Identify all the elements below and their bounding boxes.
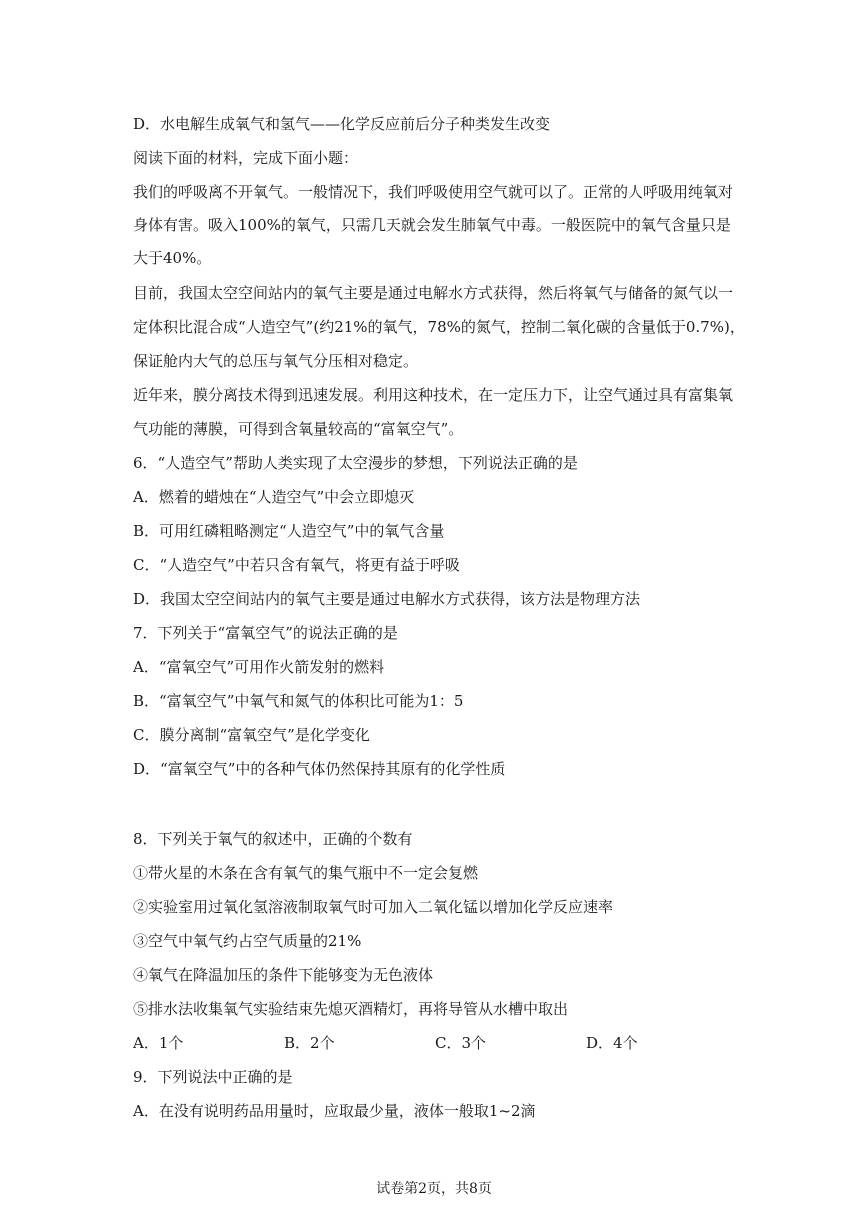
reading-instruction: 阅读下面的材料，完成下面小题： <box>133 149 359 167</box>
q9-stem: 9．下列说法中正确的是 <box>133 1068 293 1086</box>
q8-option-d: D．4个 <box>586 1034 638 1052</box>
q5-option-d: D．水电解生成氧气和氢气——化学反应前后分子种类发生改变 <box>133 115 551 133</box>
q9-option-a: A．在没有说明药品用量时，应取最少量，液体一般取1~2滴 <box>133 1102 536 1120</box>
q6-option-a: A．燃着的蜡烛在“人造空气”中会立即熄灭 <box>133 488 415 506</box>
q6-option-b: B．可用红磷粗略测定“人造空气”中的氧气含量 <box>133 522 445 540</box>
q8-item-5: ⑤排水法收集氧气实验结束先熄灭酒精灯，再将导管从水槽中取出 <box>133 1000 569 1018</box>
passage-p1-line2: 身体有害。吸入100%的氧气，只需几天就会发生肺氧气中毒。一般医院中的氧气含量只是 <box>133 216 731 234</box>
q8-item-4: ④氧气在降温加压的条件下能够变为无色液体 <box>133 966 434 984</box>
q8-item-1: ①带火星的木条在含有氧气的集气瓶中不一定会复燃 <box>133 864 479 882</box>
q6-option-d: D．我国太空空间站内的氧气主要是通过电解水方式获得，该方法是物理方法 <box>133 590 641 608</box>
passage-p2-line3: 保证舱内大气的总压与氧气分压相对稳定。 <box>133 352 419 370</box>
q8-item-2: ②实验室用过氧化氢溶液制取氧气时可加入二氧化锰以增加化学反应速率 <box>133 898 614 916</box>
passage-p3-line2: 气功能的薄膜，可得到含氧量较高的“富氧空气”。 <box>133 420 464 438</box>
passage-p1-line3: 大于40%。 <box>133 249 212 267</box>
q6-option-c: C．“人造空气”中若只含有氧气，将更有益于呼吸 <box>133 556 460 574</box>
q7-stem: 7．下列关于“富氧空气”的说法正确的是 <box>133 624 398 642</box>
q6-stem: 6．“人造空气”帮助人类实现了太空漫步的梦想，下列说法正确的是 <box>133 454 578 472</box>
q8-option-b: B．2个 <box>284 1034 335 1052</box>
passage-p3-line1: 近年来，膜分离技术得到迅速发展。利用这种技术，在一定压力下，让空气通过具有富集氧 <box>133 386 734 404</box>
passage-p2-line1: 目前，我国太空空间站内的氧气主要是通过电解水方式获得，然后将氧气与储备的氮气以一 <box>133 284 734 302</box>
q8-stem: 8．下列关于氧气的叙述中，正确的个数有 <box>133 830 413 848</box>
q8-item-3: ③空气中氧气约占空气质量的21% <box>133 932 362 950</box>
q7-option-d: D．“富氧空气”中的各种气体仍然保持其原有的化学性质 <box>133 760 506 778</box>
q7-option-a: A．“富氧空气”可用作火箭发射的燃料 <box>133 658 385 676</box>
passage-p2-line2: 定体积比混合成“人造空气”(约21%的氧气，78%的氮气，控制二氧化碳的含量低于0.7%)， <box>133 318 745 336</box>
page-footer: 试卷第2页，共8页 <box>376 1181 492 1197</box>
passage-p1-line1: 我们的呼吸离不开氧气。一般情况下，我们呼吸使用空气就可以了。正常的人呼吸用纯氧对 <box>133 183 734 201</box>
q7-option-b: B．“富氧空气”中氧气和氮气的体积比可能为1：5 <box>133 692 464 710</box>
q8-option-c: C．3个 <box>435 1034 487 1052</box>
q8-option-a: A．1个 <box>133 1034 184 1052</box>
q7-option-c: C．膜分离制“富氧空气”是化学变化 <box>133 726 370 744</box>
